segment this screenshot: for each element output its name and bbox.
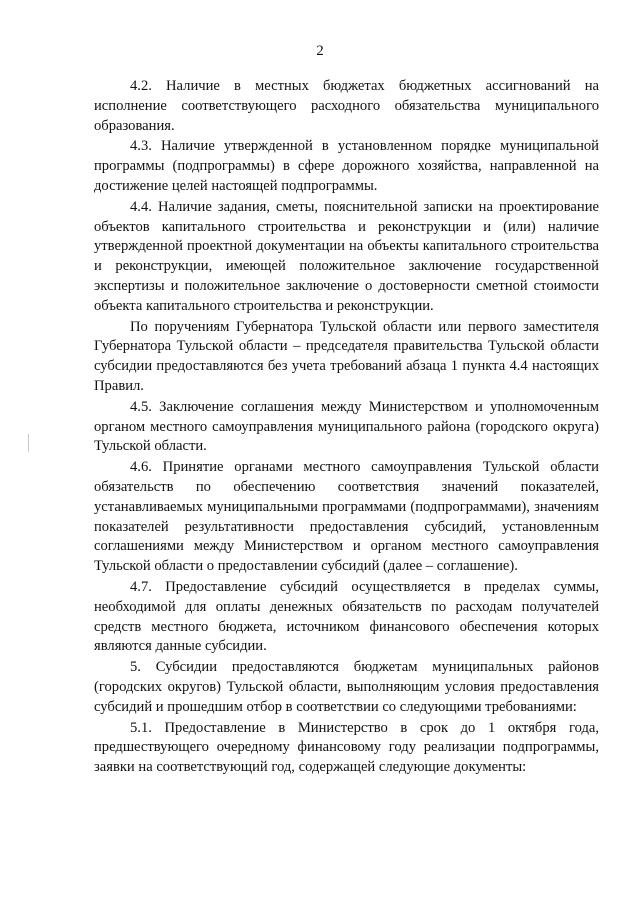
scan-margin-mark	[28, 434, 29, 452]
paragraph-4-6: 4.6. Принятие органами местного самоуправления Тульской области обязательств по обеспечению соответствия значений показателей, устанавливаемых муниципальными программами (подпрограммами), значениям показателей результативности предоставления субсидий, установленным соглашениями между Министерством и органом местного самоуправления Тульской области о предоставлении субсидий (далее – соглашение).	[94, 459, 599, 575]
paragraph-5: 5. Субсидии предоставляются бюджетам муниципальных районов (городских округов) Тульской области, выполняющим условия предоставления субсидий и прошедшим отбор в соответствии со следующими требованиями:	[94, 659, 599, 715]
paragraph-4-3: 4.3. Наличие утвержденной в установленном порядке муниципальной программы (подпрограммы) в сфере дорожного хозяйства, направленной на достижение целей настоящей подпрограммы.	[94, 138, 599, 194]
paragraph-4-4: 4.4. Наличие задания, сметы, пояснительной записки на проектирование объектов капитального строительства и реконструкции и (или) наличие утвержденной проектной документации на объекты капитального строительства и реконструкции, имеющей положительное заключение государственной экспертизы и положительное заключение о достоверности сметной стоимости объекта капитального строительства и реконструкции.	[94, 198, 599, 314]
paragraph-4-5: 4.5. Заключение соглашения между Министерством и уполномоченным органом местного самоуправления муниципального района (городского округа) Тульской области.	[94, 398, 599, 455]
paragraph-5-1: 5.1. Предоставление в Министерство в срок до 1 октября года, предшествующего очередному финансовому году реализации подпрограммы, заявки на соответствующий год, содержащей следующие документы:	[94, 719, 599, 776]
paragraph-4-7: 4.7. Предоставление субсидий осуществляется в пределах суммы, необходимой для оплаты денежных обязательств по расходам получателей средств местного бюджета, источником финансового обеспечения которых являются данные субсидии.	[94, 578, 599, 655]
page-number: 2	[316, 43, 324, 59]
paragraph-governor-instructions: По поручениям Губернатора Тульской области или первого заместителя Губернатора Тульской области – председателя правительства Тульской области субсидии предоставляются без учета требований абзаца 1 пункта 4.4 настоящих Правил.	[94, 318, 599, 394]
document-body	[94, 77, 599, 779]
paragraph-4-2: 4.2. Наличие в местных бюджетах бюджетных ассигнований на исполнение соответствующего расходного обязательства муниципального образования.	[94, 78, 599, 134]
